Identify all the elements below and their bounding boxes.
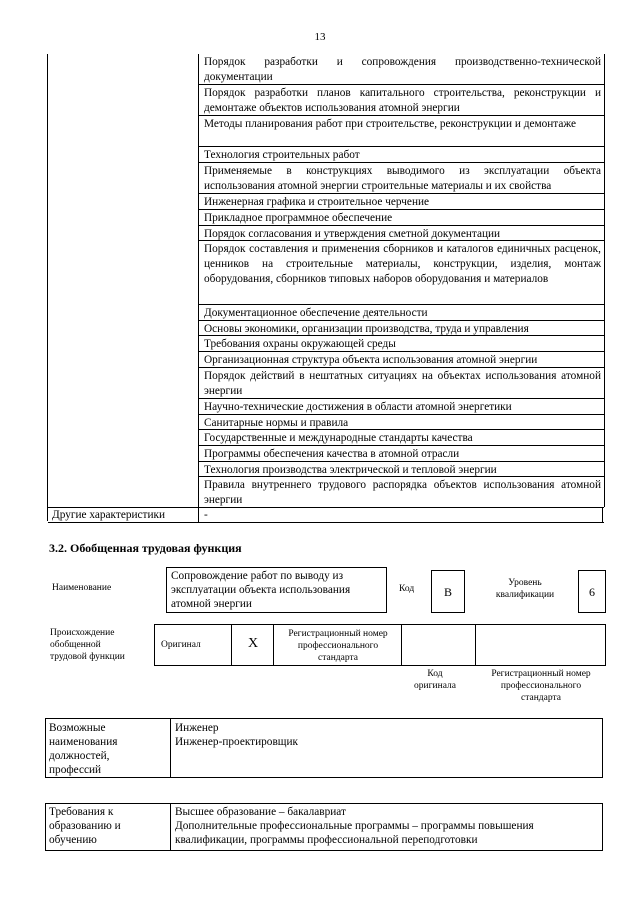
origin-reg-label-line: профессионального [297,641,379,651]
position-item: Инженер [175,722,219,734]
knowledge-item: Научно-технические достижения в области атомной энергетики [199,398,604,414]
knowledge-item: Правила внутреннего трудового распорядка объектов использования атомной энергии [199,476,604,507]
other-characteristics-label: Другие характеристики [52,509,166,521]
page-number: 13 [314,31,326,43]
reg-number-label [478,668,604,704]
origin-reg-label-line: Регистрационный номер [288,629,388,639]
origin-reg-number-cell [475,625,606,665]
knowledge-item: Порядок действий в нештатных ситуациях на объектах использования атомной энергии [199,367,604,398]
knowledge-item: Порядок составления и применения сборников и каталогов единичных расценок, ценников на строительные материалы, конструкции, изделия, монтаж оборудования, сборников типовых наборов оборудования и материалов [199,240,604,304]
code-label: Код [399,584,415,594]
origin-reg-label [276,628,400,664]
origin-label [50,627,125,663]
knowledge-item: Прикладное программное обеспечение [199,209,604,225]
origin-code-cell [401,625,476,665]
code-value: B [431,570,465,613]
origin-original-cell [155,625,231,665]
other-characteristics-value: - [198,508,603,522]
education-item: Высшее образование – бакалавриат [175,806,346,818]
possible-positions-label-line: профессий [49,764,102,776]
knowledge-item: Применяемые в конструкциях выводимого из эксплуатации объекта использования атомной энергии строительные материалы и их свойства [199,162,604,193]
possible-positions-label-line: наименования [49,736,118,748]
origin-label-line: Происхождение [50,628,115,638]
education-requirements-label-line: Требования к [49,806,114,818]
section-heading: 3.2. Обобщенная трудовая функция [49,541,242,555]
education-requirements-values [170,804,602,850]
origin-mark-cell [231,625,274,665]
qualification-level-label-line: Уровень [508,578,542,588]
code-original-label [405,668,465,692]
knowledge-item: Документационное обеспечение деятельности [199,304,604,320]
possible-positions-label-line: Возможные [49,722,106,734]
reg-number-label-line: профессионального [500,681,582,691]
origin-reg-cell [273,625,402,665]
original-mark: X [247,636,259,651]
education-requirements-table [45,803,603,851]
knowledge-item: Программы обеспечения качества в атомной отрасли [199,445,604,461]
knowledge-item: Инженерная графика и строительное черчение [199,193,604,209]
possible-positions-table [45,718,603,778]
knowledge-item: Требования охраны окружающей среды [199,335,604,351]
other-characteristics-row [48,507,604,523]
knowledge-table-label-cell [48,54,198,507]
origin-reg-label-line: стандарта [318,653,358,663]
reg-number-label-line: Регистрационный номер [491,669,591,679]
education-item: Дополнительные профессиональные программы – программы повышения квалификации, программы профессиональной переподготовки [175,820,534,846]
origin-table [154,624,606,666]
qualification-level-label [485,577,565,601]
function-name-label: Наименование [52,583,112,593]
knowledge-item: Технология производства электрической и тепловой энергии [199,461,604,476]
qualification-level-label-line: квалификации [495,590,555,600]
code-original-label-line: оригинала [414,681,456,691]
reg-number-label-line: стандарта [521,693,561,703]
function-name-box: Сопровождение работ по выводу из эксплуатации объекта использования атомной энергии [166,567,387,613]
education-requirements-label-line: образованию и [49,820,121,832]
original-label: Оригинал [161,640,201,650]
origin-label-line: трудовой функции [50,652,125,662]
code-original-label-line: Код [427,669,443,679]
possible-positions-label-line: должностей, [49,750,110,762]
knowledge-item: Санитарные нормы и правила [199,414,604,429]
knowledge-item: Технология строительных работ [199,146,604,162]
knowledge-item: Основы экономики, организации производства, труда и управления [199,320,604,335]
origin-label-line: обобщенной [50,640,101,650]
knowledge-item: Порядок согласования и утверждения сметной документации [199,225,604,240]
knowledge-table [47,54,604,521]
knowledge-item: Порядок разработки и сопровождения производственно-технической документации [204,56,601,83]
possible-positions-values [170,719,602,777]
knowledge-list [198,54,605,507]
qualification-level-value: 6 [578,570,606,613]
knowledge-item: Организационная структура объекта использования атомной энергии [199,351,604,367]
knowledge-item: Порядок разработки планов капитального строительства, реконструкции и демонтаже объектов использования атомной энергии [199,84,604,115]
education-requirements-label-line: обучению [49,834,97,846]
education-requirements-label [46,804,170,850]
position-item: Инженер-проектировщик [175,736,299,748]
knowledge-item: Методы планирования работ при строительстве, реконструкции и демонтаже [199,115,604,146]
knowledge-item: Государственные и международные стандарты качества [199,429,604,445]
possible-positions-label [46,719,170,777]
